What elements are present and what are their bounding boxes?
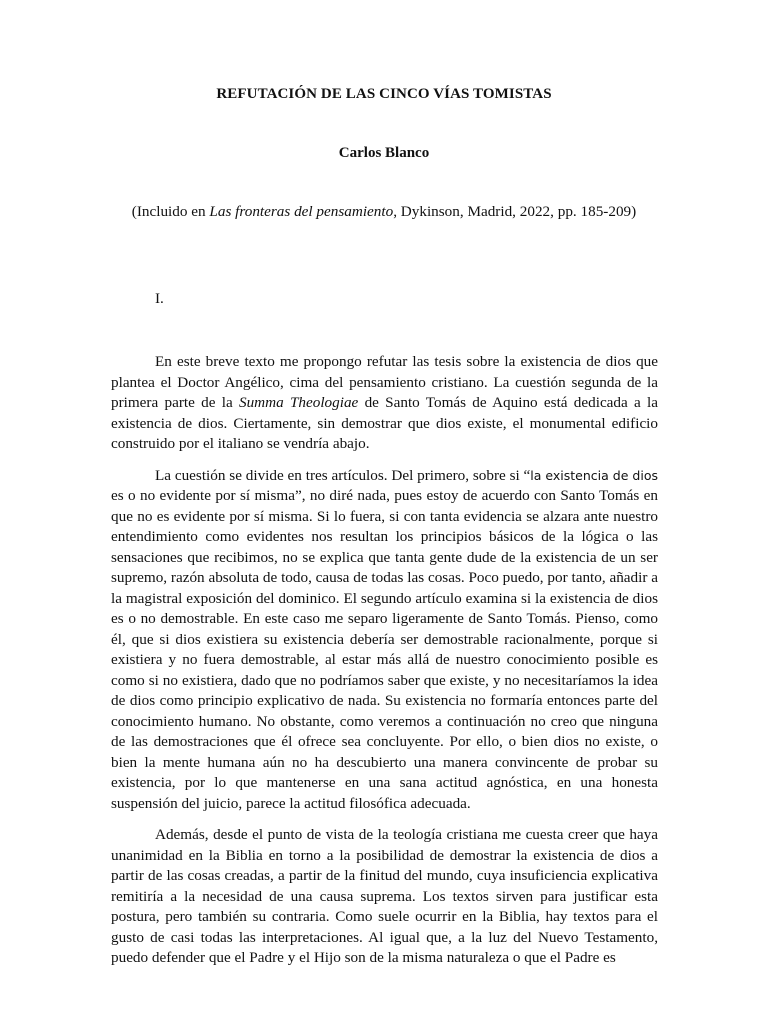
paragraph-1-text-a: En este breve texto me propongo refutar las tesis sobre la existencia de dios que plantea el Doctor Angélico, cima del pensamiento cristiano. La cuestión segunda de la primera parte de la [111,353,658,411]
paragraph-1-text-c: de Santo Tomás de Aquino está dedicada a la existencia de dios. Ciertamente, sin demostrar que dios existe, el monumental edificio construido por el italiano se vendría abajo. [111,394,659,452]
citation-note [0,203,768,221]
citation-prefix: (Incluido en [131,203,210,220]
paragraph-2-text-c: es o no evidente por sí misma”, no diré nada, pues estoy de acuerdo con Santo Tomás en que no es evidente por sí misma. Si lo fuera, si con tanta evidencia se alzara ante nuestro entendimiento como evidentes nos resultan los principios básicos de la lógica o las sensaciones que recibimos, no se explica que tanta gente dude de la existencia de un ser supremo, razón absoluta de todo, causa de todas las cosas. Poco puedo, por tanto, añadir a la magistral exposición del dominico. El segundo artículo examina si la existencia de dios es o no demostrable. En este caso me separo ligeramente de Santo Tomás. Pienso, como él, que si dios existiera su existencia debería ser demostrable racionalmente, porque si existiera y no fuera demostrable, al estar más allá de nuestro conocimiento posible es como si no existiera, dado que no podríamos saber que existe, y no necesitaríamos la idea de dios como principio explicativo de nada. Su existencia no formaría entonces parte del conocimiento humano. No obstante, como veremos a continuación no creo que ninguna de las demostraciones que él ofrece sea concluyente. Por ello, o bien dios no existe, o bien la mente humana aún no ha descubierto una manera convincente de probar su existencia, por lo que mantenerse en una sana actitud agnóstica, en una honesta suspensión del juicio, parece la actitud filosófica adecuada. [111,487,658,812]
paragraph-2-text-a: La cuestión se divide en tres artículos. Del primero, sobre si “ [155,466,531,484]
paragraph-2 [111,466,658,815]
paragraph-1 [111,352,658,455]
body-text [111,352,658,980]
paragraph-3: Además, desde el punto de vista de la teología cristiana me cuesta creer que haya unanimidad en la Biblia en torno a la posibilidad de demostrar la existencia de dios a partir de las cosas creadas, a partir de la finitud del mundo, cuya insuficiencia explicativa remitiría a la necesidad de una causa suprema. Los textos sirven para justificar esta postura, pero también su contraria. Como suele ocurrir en la Biblia, hay textos para el gusto de casi todas las interpretaciones. Al igual que, a la luz del Nuevo Testamento, puedo defender que el Padre y el Hijo son de la misma naturaleza o que el Padre es [111,826,658,966]
paragraph-1-italic-title: Summa Theologiae [238,394,359,411]
citation-suffix: , Dykinson, Madrid, 2022, pp. 185-209) [393,203,637,220]
section-heading: I. [155,290,164,307]
document-author: Carlos Blanco [338,145,430,161]
paragraph-2-quoted-phrase: la existencia de dios [530,467,658,483]
document-title: REFUTACIÓN DE LAS CINCO VÍAS TOMISTAS [216,86,552,102]
citation-book-title: Las fronteras del pensamiento [209,203,394,220]
